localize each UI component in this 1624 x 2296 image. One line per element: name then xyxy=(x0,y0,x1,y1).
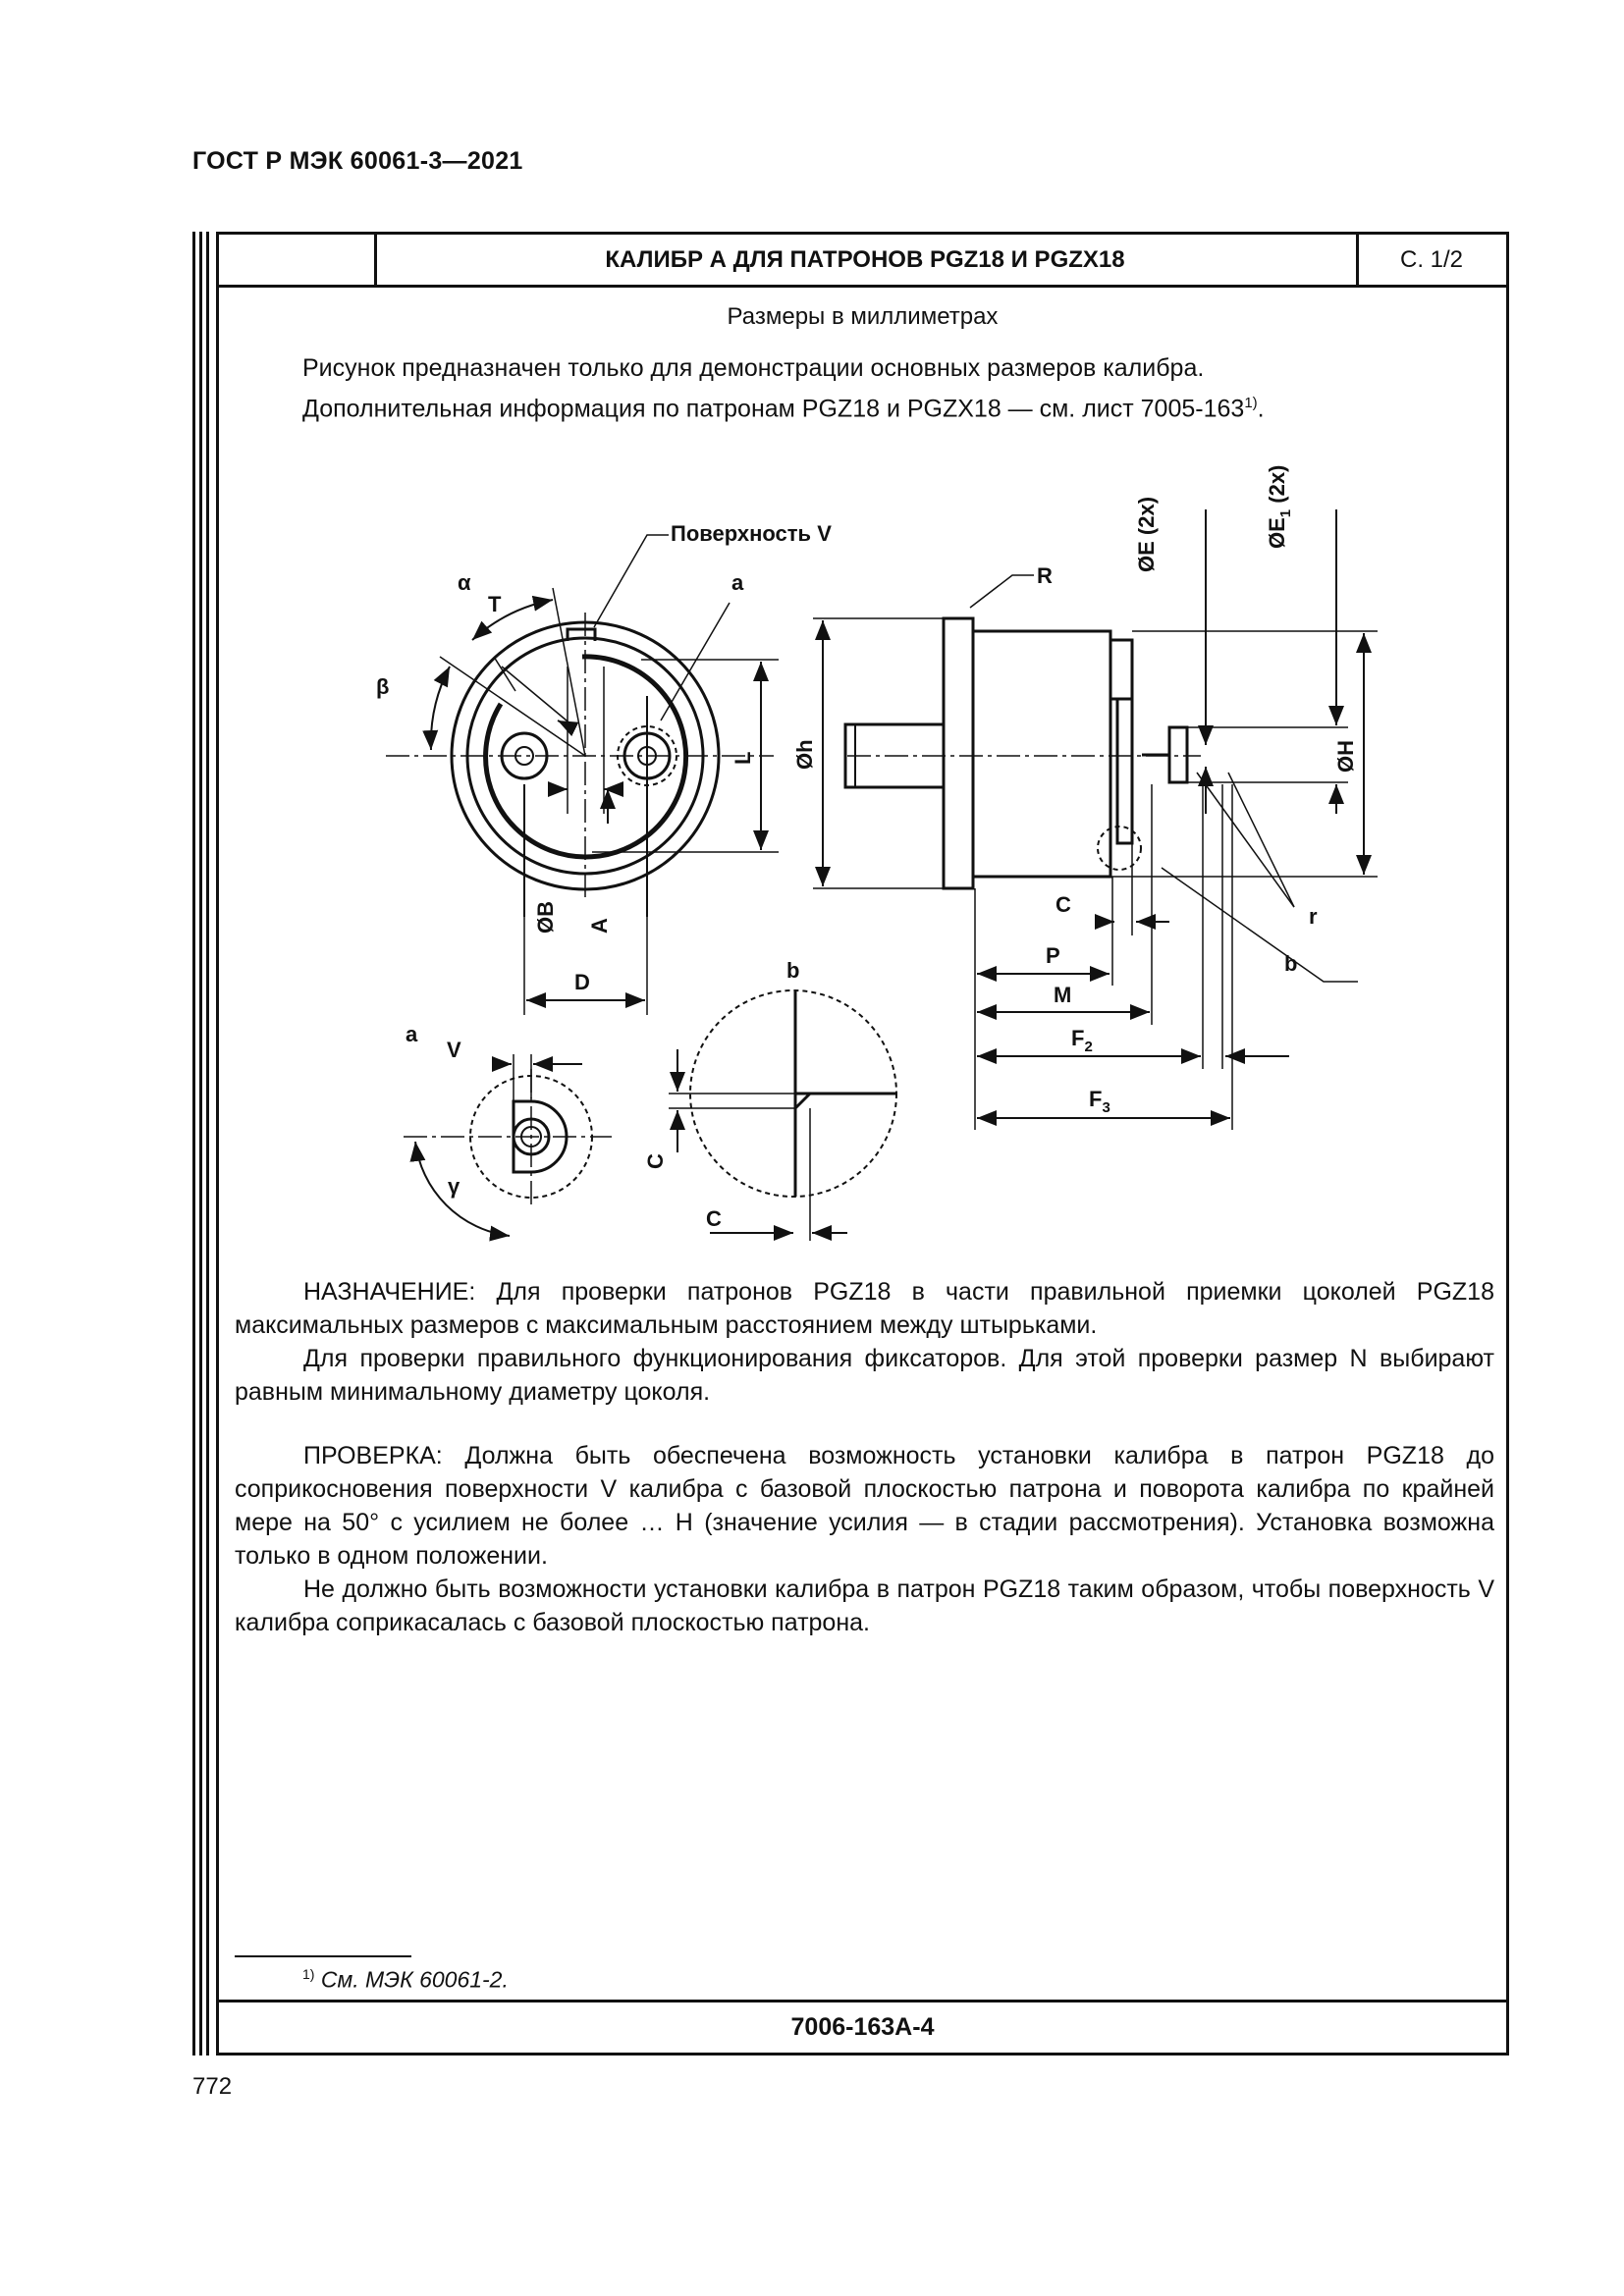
label-beta: β xyxy=(376,674,390,699)
label-T: T xyxy=(488,592,502,616)
label-gamma: γ xyxy=(448,1174,460,1199)
units-note: Размеры в миллиметрах xyxy=(727,303,999,330)
label-dE1-tail: (2x) xyxy=(1265,464,1289,509)
side-detail-b-circle xyxy=(1098,827,1141,870)
label-C-side: C xyxy=(1056,892,1071,917)
side-contact-pin xyxy=(1169,727,1187,782)
note-line-2-end: . xyxy=(1257,395,1265,423)
label-dh: Øh xyxy=(792,739,817,770)
detail-b-labels xyxy=(643,958,799,1231)
dim-T-leader xyxy=(502,667,572,725)
label-dE1-main: ØE xyxy=(1265,517,1289,549)
sheet-number: 7006-163A-4 xyxy=(219,2000,1506,2053)
sheet-page: С. 1/2 xyxy=(1399,245,1464,273)
side-flange xyxy=(944,618,973,888)
label-dH: ØH xyxy=(1333,740,1358,773)
label-F3-main: F xyxy=(1089,1087,1103,1111)
angle-alpha-ref xyxy=(553,588,585,756)
leader-R xyxy=(970,575,1034,608)
label-F2 xyxy=(1071,1026,1093,1055)
check-paragraph-2: Не должно быть возможности установки калибра в патрон PGZ18 таким образом, чтобы поверхность V калибра соприкасалась с базовой плоскостью патрона. xyxy=(235,1575,1494,1636)
sheet-frame xyxy=(216,232,1509,2056)
side-view-labels xyxy=(792,465,1358,1116)
leader-b-side xyxy=(1162,868,1358,982)
purpose-paragraph-1: НАЗНАЧЕНИЕ: Для проверки патронов PGZ18 в части правильной приемки цоколей PGZ18 максимальных размеров с максимальным расстоянием между штырьками. xyxy=(235,1278,1494,1339)
detail-a-labels xyxy=(406,1022,461,1199)
leader-surface-v-line xyxy=(594,535,669,627)
purpose-section xyxy=(235,1275,1494,1409)
label-dE1-sub: 1 xyxy=(1277,508,1294,518)
footnote-marker: 1) xyxy=(302,1966,315,1982)
label-r: r xyxy=(1309,904,1318,929)
label-b-detail: b xyxy=(786,958,800,983)
check-section xyxy=(235,1439,1494,1639)
label-D: D xyxy=(574,970,590,994)
label-V: V xyxy=(447,1038,461,1062)
dim-T-arrow-a xyxy=(558,721,568,725)
label-F3-sub: 3 xyxy=(1102,1099,1110,1116)
label-F2-sub: 2 xyxy=(1084,1039,1093,1055)
detail-a xyxy=(404,1054,612,1236)
label-C-b-h: C xyxy=(706,1206,722,1231)
note-line-1: Рисунок предназначен только для демонстрации основных размеров калибра. xyxy=(302,354,1205,382)
label-dE: ØE (2x) xyxy=(1134,496,1159,572)
page-number: 772 xyxy=(192,2073,233,2100)
side-body xyxy=(973,631,1110,877)
angle-beta-arc xyxy=(431,667,450,750)
label-surface-v: Поверхность V xyxy=(671,521,832,546)
label-alpha: α xyxy=(458,570,471,595)
document-header: ГОСТ Р МЭК 60061-3—2021 xyxy=(192,147,523,175)
margin-bar-2 xyxy=(199,232,202,2056)
gauge-drawing xyxy=(219,235,1506,1314)
note-footnote-ref: 1) xyxy=(1244,395,1258,411)
detail-b-chamfer xyxy=(795,1094,810,1108)
leader-r-1 xyxy=(1197,773,1294,907)
label-R: R xyxy=(1037,563,1053,588)
label-dB: ØB xyxy=(533,901,558,934)
leader-a xyxy=(661,603,730,721)
footnote-text: См. МЭК 60061-2. xyxy=(320,1966,509,1993)
margin-bar-1 xyxy=(192,232,195,2056)
margin-bar-3 xyxy=(206,232,209,2056)
label-dE1 xyxy=(1265,465,1294,549)
label-a-detail: a xyxy=(406,1022,418,1046)
purpose-paragraph-2: Для проверки правильного функционирования фиксаторов. Для этой проверки размер N выбирают равным минимальному диаметру цоколя. xyxy=(235,1345,1494,1406)
sheet-title: КАЛИБР А ДЛЯ ПАТРОНОВ PGZ18 И PGZX18 xyxy=(374,235,1359,285)
detail-b xyxy=(669,990,896,1241)
leader-r-2 xyxy=(1228,773,1294,907)
label-A: A xyxy=(587,918,612,934)
footnote-rule xyxy=(235,1955,411,1957)
front-view xyxy=(386,535,779,1015)
label-P: P xyxy=(1046,943,1060,968)
label-M: M xyxy=(1054,983,1072,1007)
note-line-2-text: Дополнительная информация по патронам PGZ18 и PGZX18 — см. лист 7005-163 xyxy=(302,395,1245,423)
side-slot xyxy=(1117,699,1132,843)
check-paragraph-1: ПРОВЕРКА: Должна быть обеспечена возможность установки калибра в патрон PGZ18 до соприкосновения поверхности V калибра с базовой плоскостью патрона и поворота калибра по крайней мере на 50° с усилием не более … Н (значение усилия — в стадии рассмотрения). Установка возможна только в одном положении. xyxy=(235,1442,1494,1570)
label-a-front: a xyxy=(731,570,744,595)
angle-alpha-arc xyxy=(472,600,553,640)
label-F3 xyxy=(1089,1087,1110,1116)
footnote xyxy=(302,1966,509,1994)
side-pin-step-top xyxy=(1110,640,1132,699)
label-b-side: b xyxy=(1284,951,1298,976)
label-L: L xyxy=(731,751,755,765)
angle-gamma-arc xyxy=(415,1142,510,1236)
label-C-b-v: C xyxy=(643,1153,668,1169)
side-view xyxy=(813,509,1378,1130)
label-F2-main: F xyxy=(1071,1026,1085,1050)
